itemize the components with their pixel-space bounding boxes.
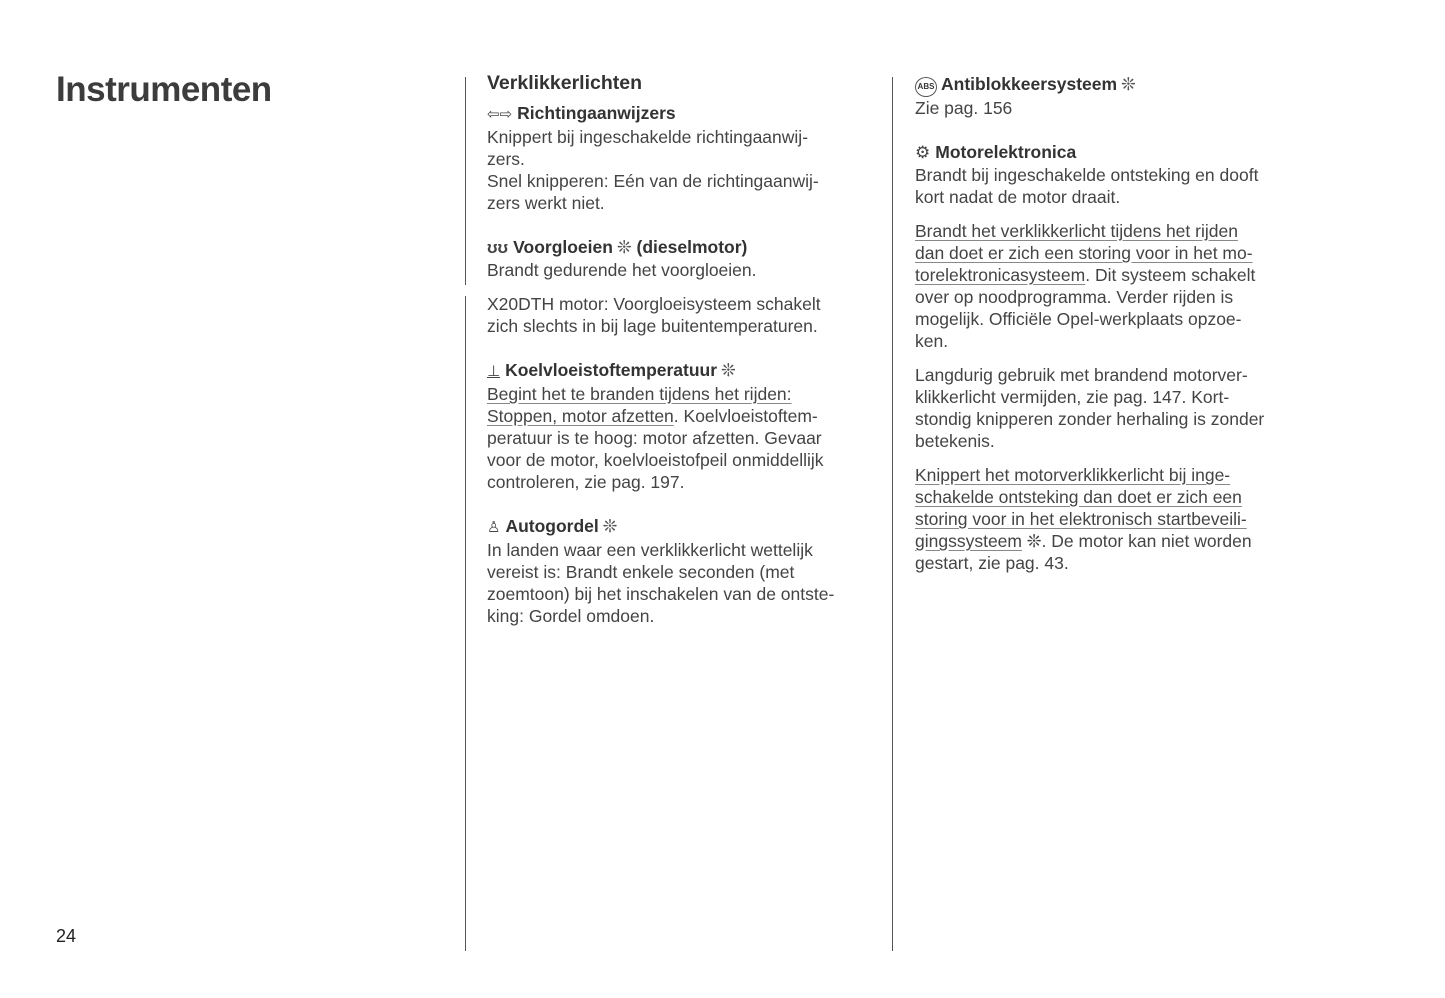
- section-turn-signals: [487, 102, 872, 214]
- engine-icon: ⚙: [915, 143, 931, 162]
- engine-text-3: Langdurig gebruik met brandend motorver- klikkerlicht vermijden, zie pag. 147. Kort- stondig knipperen zonder herhaling is zonder betekenis.: [915, 365, 1265, 451]
- section-glow-plugs: [487, 236, 872, 337]
- turn-signal-arrows-icon: ⇦⇨: [487, 106, 513, 123]
- abs-text: Zie pag. 156: [915, 98, 1013, 118]
- star-icon: ❊: [602, 516, 618, 536]
- section-coolant: [487, 359, 872, 493]
- column-divider-left-lower: [465, 296, 466, 951]
- star-icon: ❊: [616, 237, 632, 257]
- glow-plug-icon: ʊʊ: [487, 238, 509, 257]
- engine-text-4: Knippert het motorverklikkerlicht bij inge- schakelde ontsteking dan doet er zich een storing voor in het elektronisch startbeveili- gingssysteem ❊. De motor kan niet worden gestart, zie pag. 43.: [915, 465, 1252, 573]
- turn-signals-text: Knippert bij ingeschakelde richtingaanwij- zers. Snel knipperen: Eén van de richtingaanwij- zers werkt niet.: [487, 127, 819, 213]
- section-seatbelt: [487, 515, 872, 627]
- star-icon: ❊: [1022, 531, 1042, 551]
- star-icon: ❊: [721, 360, 736, 380]
- section-heading: Verklikkerlichten: [487, 72, 643, 94]
- engine-electronics-title: ⚙ Motorelektronica: [915, 142, 1077, 162]
- engine-text-2: Brandt het verklikkerlicht tijdens het rijden dan doet er zich een storing voor in het mo- torelektronicasysteem. Dit systeem schakelt over op noodprogramma. Verder rijden is mogelijk. Officiële Opel-werkplaats opzoe- ken.: [915, 221, 1256, 351]
- column-warning-lights: [487, 70, 872, 627]
- page-number: 24: [56, 926, 77, 946]
- seatbelt-title: ♙ Autogordel ❊: [487, 515, 872, 539]
- glow-plugs-text: Brandt gedurende het voorgloeien.: [487, 260, 757, 280]
- coolant-text: Begint het te branden tijdens het rijden: Stoppen, motor afzetten. Koelvloeistoftem- peratuur is te hoog: motor afzetten. Gevaar voor de motor, koelvloeistofpeil onmiddellijk controleren, zie pag. 197.: [487, 384, 824, 492]
- engine-text-1: Brandt bij ingeschakelde ontsteking en dooft kort nadat de motor draait.: [915, 165, 1259, 207]
- glow-plugs-x20dth-text: X20DTH motor: Voorgloeisysteem schakelt zich slechts in bij lage buitentemperaturen.: [487, 294, 821, 336]
- abs-icon: ABS: [915, 77, 937, 97]
- abs-title: ABS Antiblokkeersysteem ❊: [915, 73, 1310, 97]
- coolant-title: ⊥ Koelvloeistoftemperatuur ❊: [487, 359, 872, 383]
- turn-signals-title: ⇦⇨ Richtingaanwijzers: [487, 102, 872, 126]
- star-icon: ❊: [1121, 74, 1136, 94]
- section-engine-electronics: [915, 141, 1310, 574]
- page-title: Instrumenten: [56, 70, 272, 109]
- glow-plugs-title: ʊʊ Voorgloeien ❊ (dieselmotor): [487, 237, 748, 257]
- column-divider-left-upper: [465, 77, 466, 285]
- seatbelt-icon: ♙: [487, 519, 501, 536]
- column-divider-right: [892, 77, 893, 951]
- seatbelt-text: In landen waar een verklikkerlicht wettelijk vereist is: Brandt enkele seconden (met zoemtoon) bij het inschakelen van de ontste- king: Gordel omdoen.: [487, 540, 835, 626]
- column-abs-engine: [915, 70, 1310, 574]
- coolant-thermometer-icon: ⊥: [487, 363, 501, 380]
- section-abs: [915, 73, 1310, 119]
